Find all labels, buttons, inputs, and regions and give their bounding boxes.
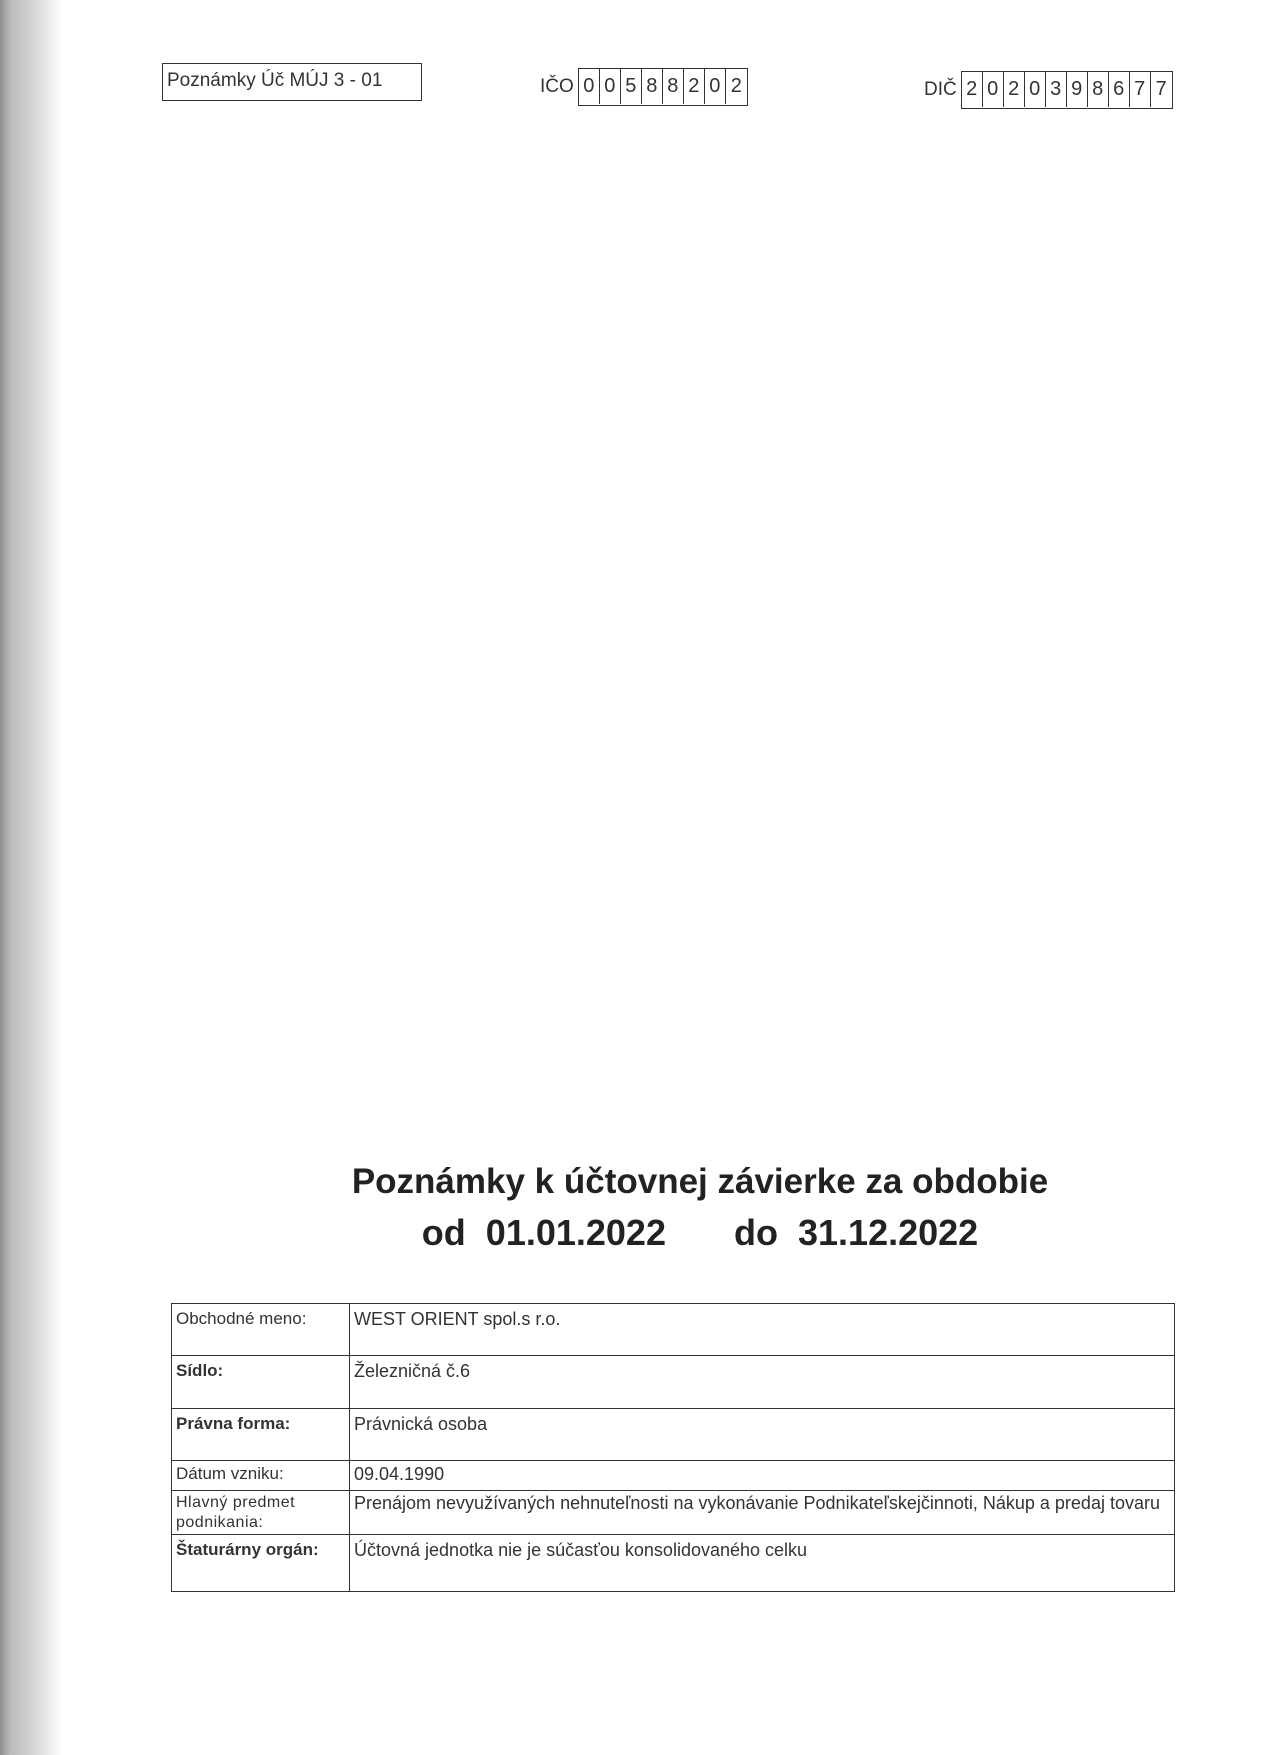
row-label-text: Hlavný predmet podnikania: (176, 1494, 296, 1531)
dic-label: DIČ (924, 79, 957, 100)
table-row (172, 1491, 1175, 1535)
dic-digit: 3 (1046, 72, 1067, 107)
dic-digit: 2 (962, 72, 983, 107)
row-label: Právna forma: (172, 1409, 350, 1461)
row-value: Prenájom nevyužívaných nehnuteľnosti na vykonávanie Podnikateľskejčinnoti, Nákup a predaj tovaru (350, 1491, 1175, 1535)
period-line (250, 1212, 1150, 1254)
table-row (172, 1356, 1175, 1409)
dic-digit: 6 (1109, 72, 1130, 107)
dic-digit: 0 (1025, 72, 1046, 107)
ico-label: IČO (540, 76, 574, 97)
ico-digit: 0 (579, 69, 600, 104)
row-label: Obchodné meno: (172, 1304, 350, 1356)
table-row (172, 1304, 1175, 1356)
ico-digit: 0 (705, 69, 726, 104)
row-label (172, 1491, 350, 1535)
ico-digit: 8 (642, 69, 663, 104)
period-to-label: do (734, 1212, 778, 1253)
row-label: Štaturárny orgán: (172, 1535, 350, 1592)
table-row (172, 1409, 1175, 1461)
period-to-date: 31.12.2022 (798, 1212, 979, 1253)
row-value: 09.04.1990 (350, 1461, 1175, 1491)
dic-digit: 0 (983, 72, 1004, 107)
dic-digit: 7 (1155, 78, 1167, 100)
row-value: Železničná č.6 (350, 1356, 1175, 1409)
row-value: WEST ORIENT spol.s r.o. (350, 1304, 1175, 1356)
company-info-table (171, 1303, 1175, 1592)
table-row (172, 1535, 1175, 1592)
scan-shadow-edge (0, 0, 62, 1755)
ico-digit: 0 (600, 69, 621, 104)
dic-digit: 9 (1067, 72, 1088, 107)
ico-field (540, 68, 748, 106)
dic-digit-boxes (961, 71, 1173, 109)
period-from-date: 01.01.2022 (485, 1212, 666, 1253)
row-value: Účtovná jednotka nie je súčasťou konsolidovaného celku (350, 1535, 1175, 1592)
ico-digit: 2 (730, 75, 742, 97)
table-row (172, 1461, 1175, 1491)
ico-digit: 8 (663, 69, 684, 104)
document-title: Poznámky k účtovnej závierke za obdobie (351, 1162, 1049, 1201)
form-identifier: Poznámky Úč MÚJ 3 - 01 (162, 63, 422, 101)
dic-digit: 7 (1130, 72, 1151, 107)
dic-digit: 2 (1004, 72, 1025, 107)
dic-digit: 8 (1088, 72, 1109, 107)
period-from-label: od (421, 1212, 466, 1253)
ico-digit: 2 (684, 69, 705, 104)
row-label: Dátum vzniku: (172, 1461, 350, 1491)
dic-field (924, 71, 1173, 109)
row-label: Sídlo: (172, 1356, 350, 1409)
ico-digit-boxes (578, 68, 748, 106)
row-value: Právnická osoba (350, 1409, 1175, 1461)
ico-digit: 5 (621, 69, 642, 104)
